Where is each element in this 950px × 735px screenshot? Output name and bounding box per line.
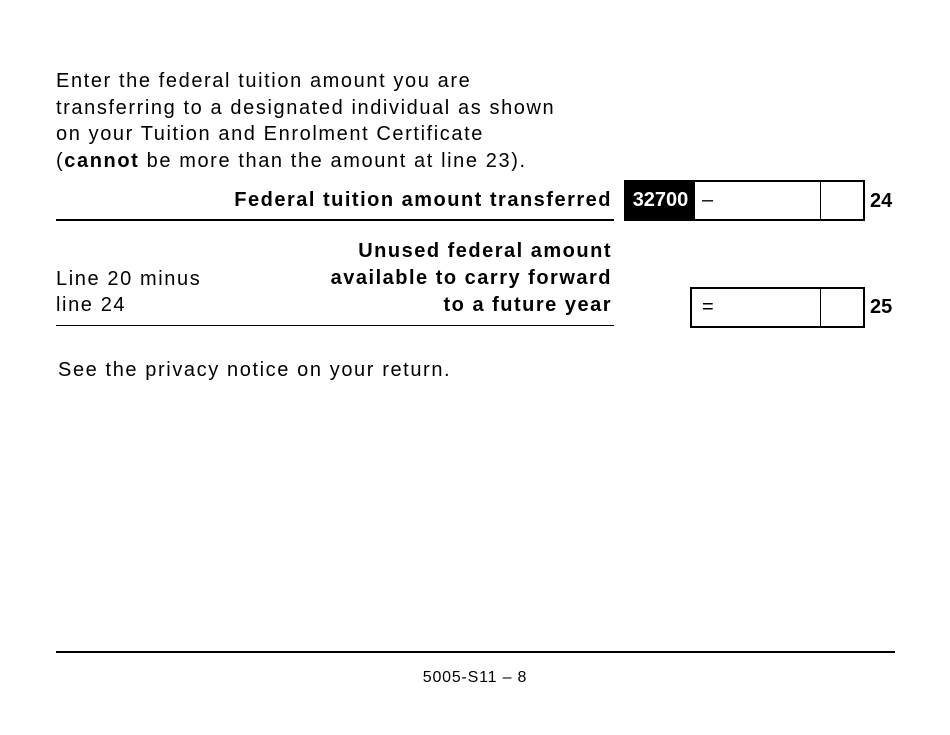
footer-rule (56, 651, 895, 653)
line-25-cents-value[interactable] (824, 289, 862, 326)
form-page-number: 5005-S11 – 8 (422, 669, 528, 686)
line-25-cents-divider (820, 289, 821, 326)
line-25-dollars-value[interactable] (722, 289, 816, 326)
instructions-line-2: transferring to a designated individual as shown (56, 96, 556, 119)
emphasis-cannot: cannot (64, 149, 140, 172)
line-25-rule (56, 325, 614, 326)
privacy-notice: See the privacy notice on your return. (58, 359, 452, 381)
instructions-line-1: Enter the federal tuition amount you are (56, 70, 472, 92)
instructions-paragraph (56, 68, 616, 174)
paren-open: ( (56, 149, 65, 172)
line-24-cents-divider (820, 182, 821, 219)
instructions-line-4-rest: be more than the amount at line 23). (139, 149, 527, 172)
instructions-line-3: on your Tuition and Enrolment Certificate (56, 123, 485, 145)
line-25-label-line-3: to a future year (443, 294, 612, 316)
line-25-equals-sign: = (702, 296, 714, 318)
instructions-line-4 (56, 148, 616, 175)
line-25-note-line-1: Line 20 minus (56, 268, 202, 290)
line-24-rule (56, 219, 614, 221)
line-25-label (331, 238, 612, 319)
line-25-number: 25 (870, 296, 893, 318)
line-24-minus-sign: – (702, 189, 714, 211)
line-24-label: Federal tuition amount transferred (234, 189, 612, 211)
line-24-code-box: 32700 (626, 182, 695, 219)
line-25-label-line-1: Unused federal amount (358, 240, 612, 262)
line-24-number: 24 (870, 190, 893, 212)
line-25-calculation-note (56, 266, 201, 318)
line-24-cents-value[interactable] (824, 182, 862, 219)
line-25-label-line-2: available to carry forward (330, 267, 612, 289)
line-25-amount-field[interactable] (690, 287, 865, 328)
line-24-amount-field[interactable] (624, 180, 865, 221)
line-25-note-line-2: line 24 (56, 294, 127, 316)
line-24-dollars-value[interactable] (726, 182, 816, 219)
